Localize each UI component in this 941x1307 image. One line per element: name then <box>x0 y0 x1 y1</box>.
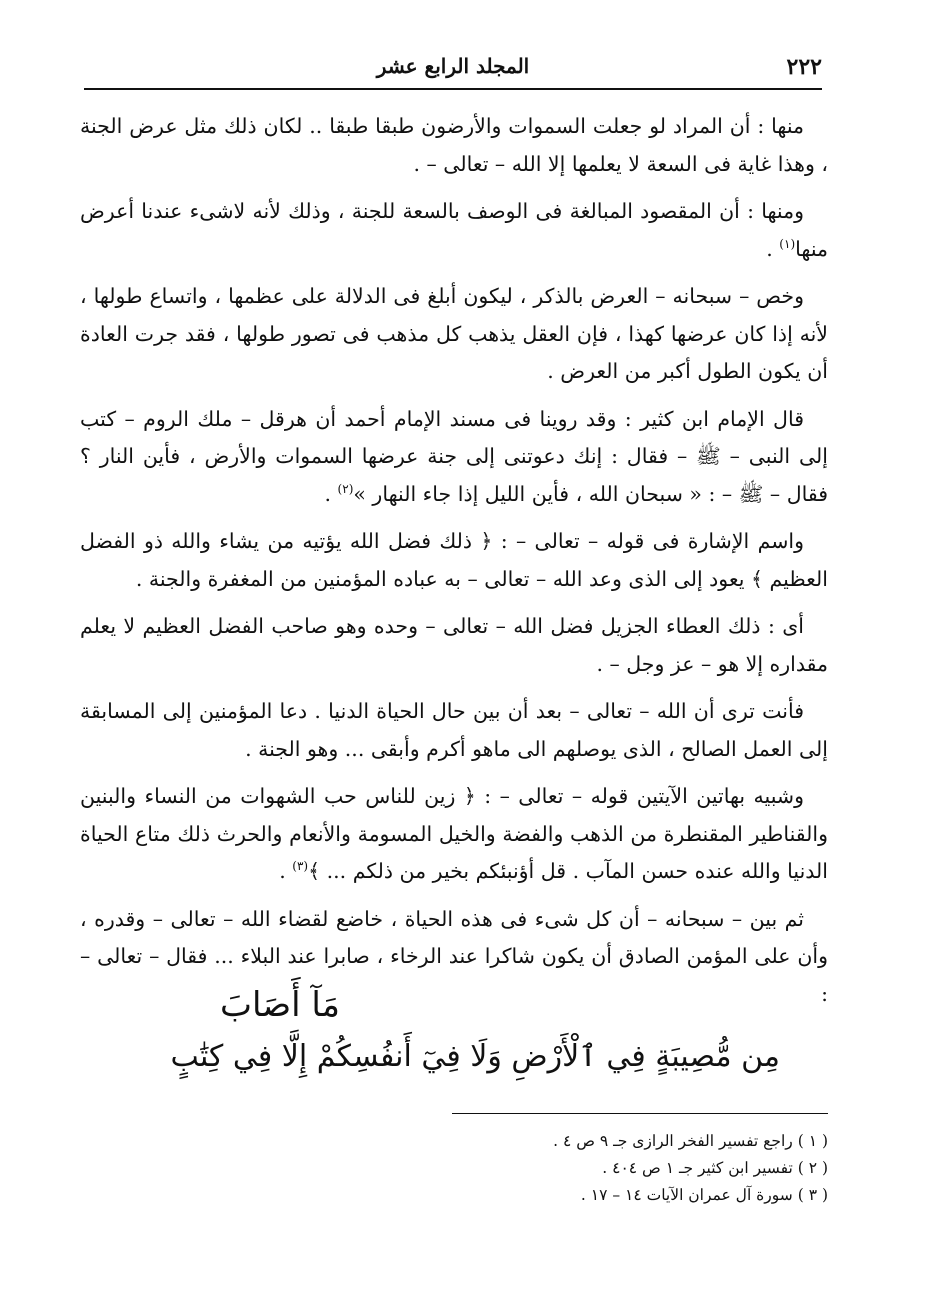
page-header <box>84 48 822 90</box>
paragraph: ومنها : أن المقصود المبالغة فى الوصف بالسعة للجنة ، وذلك لأنه لاشىء عندنا أعرض منها$^{(١)}$ . <box>80 199 828 261</box>
page-number: ٢٢٢ <box>786 54 822 80</box>
verse-line: مِن مُّصِيبَةٍ فِي ٱلْأَرْضِ وَلَا فِيٓ أَنفُسِكُمْ إِلَّا فِي كِتَٰبٍ <box>170 1039 780 1074</box>
footnote: ( ٢ ) تفسير ابن كثير جـ ١ ص ٤٠٤ . <box>602 1159 828 1177</box>
footnote-ref: (٢) <box>337 481 354 496</box>
paragraph: ثم بين – سبحانه – أن كل شىء فى هذه الحياة ، خاضع لقضاء الله – تعالى – وقدره ، وأن على المؤمن الصادق أن يكون شاكرا عند الرخاء ، صابرا عند البلاء ... فقال – تعالى – : <box>80 906 828 1006</box>
paragraph: منها : أن المراد لو جعلت السموات والأرضون طبقا طبقا .. لكان ذلك مثل عرض الجنة ، وهذا غاية فى السعة لا يعلمها إلا الله – تعالى – . <box>80 114 828 176</box>
quran-verse <box>140 985 780 1105</box>
paragraph: قال الإمام ابن كثير : وقد روينا فى مسند الإمام أحمد أن هرقل – ملك الروم – كتب إلى النبى – ﷺ – فقال : إنك دعوتنى إلى جنة عرضها السموات والأرض ، فأين النار ؟ فقال – ﷺ – : « سبحان الله ، فأين الليل إذا جاء النهار »$^{(٢)}$ . <box>80 406 828 506</box>
paragraph: فأنت ترى أن الله – تعالى – بعد أن بين حال الحياة الدنيا . دعا المؤمنين إلى المسابقة إلى العمل الصالح ، الذى يوصلهم الى ماهو أكرم وأبقى ... وهو الجنة . <box>80 699 828 761</box>
body-text <box>80 108 828 1023</box>
paragraph: وخص – سبحانه – العرض بالذكر ، ليكون أبلغ فى الدلالة على عظمها ، واتساع طولها ، لأنه إذا كان عرضها كهذا ، فإن العقل يذهب كل مذهب فى تصور طولها ، فقد جرت العادة أن يكون الطول أكبر من العرض . <box>80 284 828 383</box>
paragraph: أى : ذلك العطاء الجزيل فضل الله – تعالى – وحده وهو صاحب الفضل العظيم لا يعلم مقداره إلا هو – عز وجل – . <box>80 614 828 676</box>
paragraph: واسم الإشارة فى قوله – تعالى – : ﴿ ذلك فضل الله يؤتيه من يشاء والله ذو الفضل العظيم ﴾ يعود إلى الذى وعد الله – تعالى – به عباده المؤمنين من المغفرة والجنة . <box>80 529 828 591</box>
verse-line: مَآ أَصَابَ <box>219 985 340 1025</box>
footnote-ref: (١) <box>779 236 796 251</box>
running-title: المجلد الرابع عشر <box>376 54 530 78</box>
footnote: ( ٣ ) سورة آل عمران الآيات ١٤ – ١٧ . <box>580 1186 828 1204</box>
footnote: ( ١ ) راجع تفسير الفخر الرازى جـ ٩ ص ٤ . <box>553 1132 828 1150</box>
footnote-ref: (٣) <box>292 859 309 874</box>
footnotes <box>452 1113 828 1209</box>
paragraph: وشبيه بهاتين الآيتين قوله – تعالى – : ﴿ زين للناس حب الشهوات من النساء والبنين والقناطير المقنطرة من الذهب والفضة والخيل المسومة والأنعام والحرث ذلك متاع الحياة الدنيا والله عنده حسن المآب . قل أؤنبئكم بخير من ذلكم ... ﴾$^{(٣)}$ . <box>80 784 828 883</box>
